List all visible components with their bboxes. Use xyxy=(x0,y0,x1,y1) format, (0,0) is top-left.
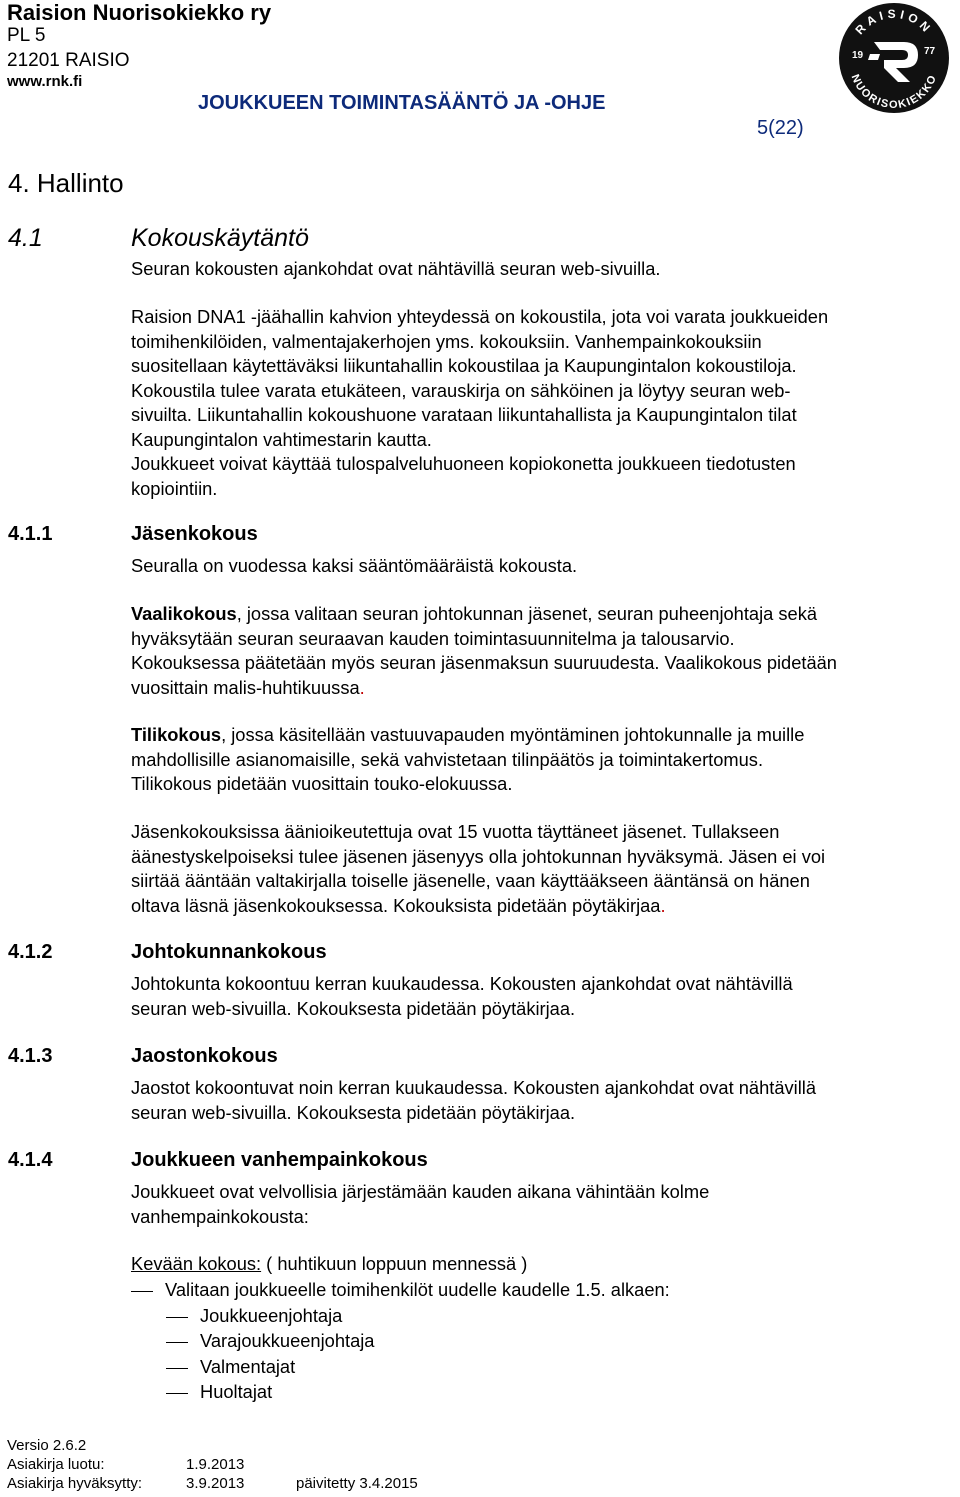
footer-approved-value: 3.9.2013 xyxy=(186,1475,245,1492)
section-number-4-1-4: 4.1.4 xyxy=(8,1149,53,1171)
section-heading-hallinto: 4. Hallinto xyxy=(8,168,124,198)
footer-approved-label: Asiakirja hyväksytty: xyxy=(7,1475,143,1492)
paragraph-meeting-times: Seuran kokousten ajankohdat ovat nähtävillä seuran web-sivuilla. xyxy=(131,258,661,279)
section-number-4-1-3: 4.1.3 xyxy=(8,1045,53,1067)
text-line: , jossa valitaan seuran johtokunnan jäsenet, seuran puheenjohtaja sekä xyxy=(236,603,818,624)
text-line: vuosittain malis-huhtikuussa xyxy=(131,676,360,698)
organization-name: Raision Nuorisokiekko ry xyxy=(7,0,272,25)
paragraph-vaalikokous xyxy=(131,602,956,700)
paragraph-parent-meetings xyxy=(131,1180,956,1229)
dash-bullet-icon xyxy=(166,1317,188,1318)
document-title: JOUKKUEEN TOIMINTASÄÄNTÖ JA -OHJE xyxy=(198,92,606,114)
footer-version: Versio 2.6.2 xyxy=(7,1437,87,1454)
period-mark: . xyxy=(660,894,666,916)
paragraph-voting-rights xyxy=(131,820,956,918)
spring-meeting-note: ( huhtikuun loppuun mennessä ) xyxy=(261,1253,528,1274)
text-line: mahdollisille asianomaisille, sekä vahvistetaan tilinpäätös ja toimintakertomus. xyxy=(131,748,764,770)
list-item: Joukkueenjohtaja xyxy=(200,1305,343,1326)
address-line-2: 21201 RAISIO xyxy=(7,50,130,71)
text-line: Kokoustila tulee varata etukäteen, varauskirja on sähköinen ja löytyy seuran web- xyxy=(131,379,791,401)
text-line: Tilikokous pidetään vuosittain touko-elokuussa. xyxy=(131,773,513,794)
text-line: kopiointiin. xyxy=(131,477,218,499)
text-line: sivuilta. Liikuntahallin kokoushuone varataan liikuntahallista ja Kaupungintalon tilat xyxy=(131,404,797,425)
text-line: Joukkueet ovat velvollisia järjestämään kauden aikana vähintään kolme xyxy=(131,1181,710,1202)
section-number-4-1-1: 4.1.1 xyxy=(8,523,53,545)
period-mark: . xyxy=(359,676,365,698)
text-line: Raision DNA1 -jäähallin kahvion yhteydessä on kokoustila, jota voi varata joukkueiden xyxy=(131,306,829,327)
text-line: äänestyskelpoiseksi tulee jäsenen jäsenyys olla johtokunnan hyväksymä. Jäsen ei voi xyxy=(131,845,826,867)
logo-top-text: RAISION xyxy=(852,6,936,38)
text-line: Jäsenkokouksissa äänioikeutettuja ovat 15 vuotta täyttäneet jäsenet. Tullakseen xyxy=(131,821,780,842)
logo-year-right: 77 xyxy=(924,46,936,57)
logo-bottom-text: NUORISOKIEKKO xyxy=(848,72,940,112)
dash-bullet-icon xyxy=(166,1368,188,1369)
footer-created-value: 1.9.2013 xyxy=(186,1456,245,1473)
text-line: seuran web-sivuilla. Kokouksesta pidetään pöytäkirjaa. xyxy=(131,997,576,1019)
address-line-1: PL 5 xyxy=(7,25,46,46)
paragraph-two-meetings: Seuralla on vuodessa kaksi sääntömääräistä kokousta. xyxy=(131,555,578,576)
section-title-vanhempainkokous: Joukkueen vanhempainkokous xyxy=(131,1149,428,1171)
footer-updated: päivitetty 3.4.2015 xyxy=(296,1475,418,1492)
text-line: Kokouksessa päätetään myös seuran jäsenmaksun suuruudesta. Vaalikokous pidetään xyxy=(131,652,837,673)
logo-year-left: 19 xyxy=(852,50,864,61)
text-line: oltava läsnä jäsenkokouksessa. Kokouksista pidetään pöytäkirjaa xyxy=(131,894,661,916)
term-vaalikokous: Vaalikokous xyxy=(131,603,237,624)
club-logo xyxy=(838,2,950,114)
text-line: Johtokunta kokoontuu kerran kuukaudessa. Kokousten ajankohdat ovat nähtävillä xyxy=(131,973,793,994)
list-item: Huoltajat xyxy=(200,1381,273,1402)
section-title-jasenkokous: Jäsenkokous xyxy=(131,523,258,545)
paragraph-division-meeting xyxy=(131,1076,956,1125)
text-line: seuran web-sivuilla. Kokouksesta pidetään pöytäkirjaa. xyxy=(131,1101,576,1123)
dash-bullet-icon xyxy=(166,1393,188,1394)
text-line: , jossa käsitellään vastuuvapauden myöntäminen johtokunnalle ja muille xyxy=(221,724,805,745)
dash-bullet-icon xyxy=(166,1342,188,1343)
text-line: suositellaan käytettäväksi liikuntahallin kokoustilaa ja Kaupungintalon kokoustiloja. xyxy=(131,355,797,376)
spring-meeting-line xyxy=(131,1252,956,1277)
section-title-jaostonkokous: Jaostonkokous xyxy=(131,1045,278,1067)
section-title-kokouskaytanto: Kokouskäytäntö xyxy=(131,224,309,252)
paragraph-tilikokous xyxy=(131,723,956,797)
list-item: Valmentajat xyxy=(200,1356,296,1377)
website-link[interactable]: www.rnk.fi xyxy=(7,73,83,90)
text-line: Kaupungintalon vahtimestarin kautta. xyxy=(131,428,432,450)
list-item: Valitaan joukkueelle toimihenkilöt uudelle kaudelle 1.5. alkaen: xyxy=(165,1279,670,1300)
footer-created-label: Asiakirja luotu: xyxy=(7,1456,105,1473)
section-title-johtokunnankokous: Johtokunnankokous xyxy=(131,941,327,963)
text-line: hyväksytään seuran seuraavan kauden toimintasuunnitelma ja talousarvio. xyxy=(131,627,735,649)
text-line: vanhempainkokousta: xyxy=(131,1205,309,1227)
dash-bullet-icon xyxy=(131,1291,153,1292)
section-number-4-1-2: 4.1.2 xyxy=(8,941,53,963)
text-line: siirtää ääntään valtakirjalla toiselle jäsenelle, vaan käyttääkseen ääntänsä on hänen xyxy=(131,870,810,891)
text-line: Jaostot kokoontuvat noin kerran kuukaudessa. Kokousten ajankohdat ovat nähtävillä xyxy=(131,1077,816,1098)
section-number-4-1: 4.1 xyxy=(8,224,43,252)
page-number: 5(22) xyxy=(757,117,804,139)
text-line: toimihenkilöiden, valmentajakerhojen yms. kokouksiin. Vanhempainkokouksiin xyxy=(131,330,762,352)
paragraph-meeting-rooms xyxy=(131,305,956,501)
spring-meeting-label: Kevään kokous: xyxy=(131,1253,262,1274)
term-tilikokous: Tilikokous xyxy=(131,724,222,745)
text-line: Joukkueet voivat käyttää tulospalveluhuoneen kopiokonetta joukkueen tiedotusten xyxy=(131,453,796,474)
paragraph-board-meeting xyxy=(131,972,956,1021)
list-item: Varajoukkueenjohtaja xyxy=(200,1330,375,1351)
